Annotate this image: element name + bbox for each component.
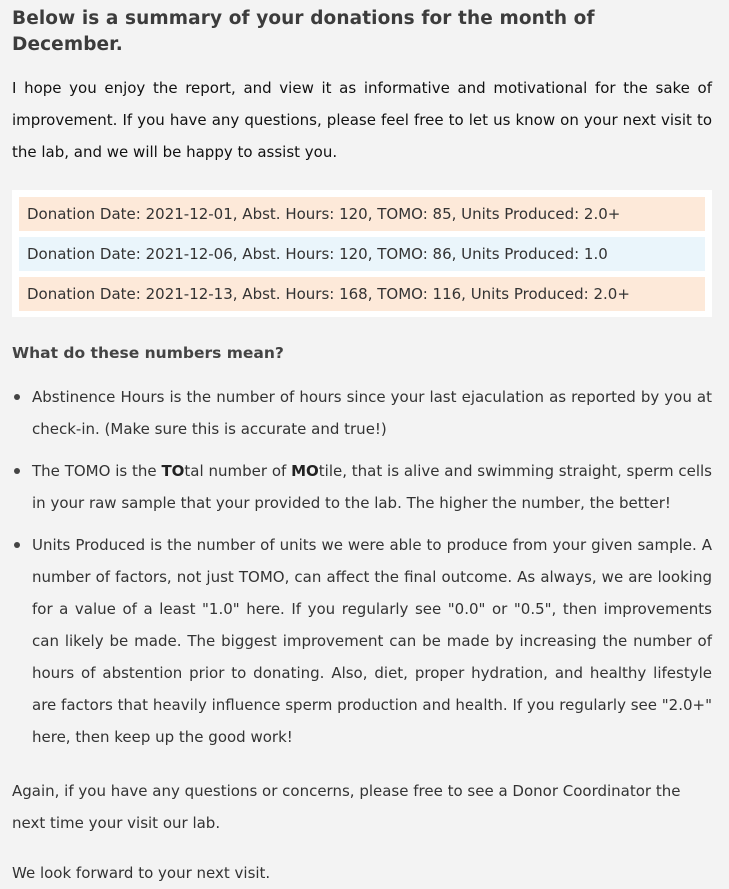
list-item-text: Abstinence Hours is the number of hours since your last ejaculation as reported by you at check-in. (Make sure this is accurate and true!) [32, 388, 712, 438]
intro-paragraph: I hope you enjoy the report, and view it as informative and motivational for the sake of improvement. If you have any questions, please feel free to let us know on your next visit to the lab, and we will be happy to assist you. [12, 79, 712, 161]
list-item-units [12, 529, 712, 753]
closing-paragraph: Again, if you have any questions or concerns, please free to see a Donor Coordinator the next time your visit our lab. [12, 782, 681, 832]
list-item-tomo [12, 455, 712, 519]
list-item-text: Units Produced is the number of units we were able to produce from your given sample. A number of factors, not just TOMO, can affect the final outcome. As always, we are looking for a value of a least "1.0" here. If you regularly see "0.0" or "0.5", then improvements can likely be made. The biggest improvement can be made by increasing the number of hours of abstention prior to donating. Also, diet, proper hydration, and healthy lifestyle are factors that heavily influence sperm production and health. If you regularly see "2.0+" here, then keep up the good work! [32, 536, 712, 746]
donations-table [12, 190, 712, 317]
signoff-text: We look forward to your next visit. [12, 864, 271, 882]
bold-to: TO [161, 462, 185, 480]
explanation-list [12, 381, 712, 753]
report-page [12, 6, 712, 889]
bullet-icon [14, 468, 20, 474]
bullet-icon [14, 394, 20, 400]
list-item-abstinence [12, 381, 712, 445]
donation-row: Donation Date: 2021-12-06, Abst. Hours: 120, TOMO: 86, Units Produced: 1.0 [19, 237, 705, 271]
donation-row: Donation Date: 2021-12-01, Abst. Hours: 120, TOMO: 85, Units Produced: 2.0+ [19, 197, 705, 231]
section-heading: What do these numbers mean? [12, 344, 284, 362]
donation-row: Donation Date: 2021-12-13, Abst. Hours: 168, TOMO: 116, Units Produced: 2.0+ [19, 277, 705, 311]
page-title: Below is a summary of your donations for the month of December. [12, 8, 595, 55]
list-item-text: The TOMO is the TOtal number of MOtile, that is alive and swimming straight, sperm cells in your raw sample that your provided to the lab. The higher the number, the better! [32, 462, 712, 512]
bullet-icon [14, 542, 20, 548]
bold-mo: MO [291, 462, 319, 480]
